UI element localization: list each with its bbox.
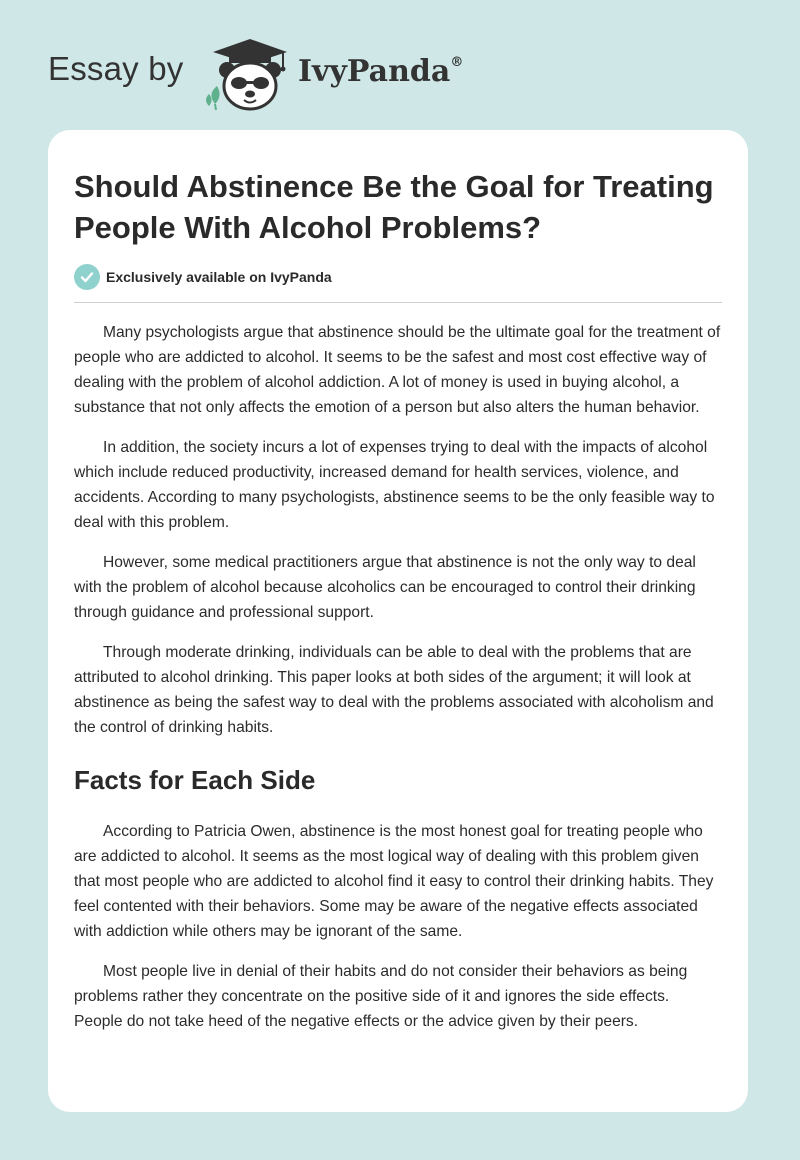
section-heading: Facts for Each Side (74, 765, 316, 795)
site-header (48, 36, 548, 112)
paragraph: Many psychologists argue that abstinence should be the ultimate goal for the treatment of people who are addicted to alcohol. It seems to be the safest and most cost effective way of dealing with the problem of alcohol addiction. A lot of money is used in buying alcohol, a substance that not only affects the emotion of a person but also alters the human behavior. (74, 324, 721, 416)
brand-prefix: Essay by (48, 50, 184, 87)
check-circle-icon (74, 264, 100, 290)
paragraph: Through moderate drinking, individuals can be able to deal with the problems that are attributed to alcohol drinking. This paper looks at both sides of the argument; it will look at abstinence as being the safest way to deal with the problems associated with alcoholism and the control of drinking habits. (74, 644, 714, 736)
panda-graduate-icon (203, 36, 291, 112)
paragraph: In addition, the society incurs a lot of expenses trying to deal with the impacts of alcohol which include reduced productivity, increased demand for health services, violence, and accidents. According to many psychologists, abstinence seems to be the only feasible way to deal with this problem. (74, 439, 715, 531)
brand-name: IvyPanda® (298, 54, 464, 89)
essay-card (48, 130, 748, 1112)
exclusive-badge (74, 264, 332, 290)
paragraph: However, some medical practitioners argue that abstinence is not the only way to deal with the problem of alcohol because alcoholics can be encouraged to control their drinking through guidance and professional support. (74, 554, 696, 621)
paragraph: Most people live in denial of their habits and do not consider their behaviors as being problems rather they concentrate on the positive side of it and ignores the side effects. People do not take heed of the negative effects or the advice given by their peers. (74, 963, 688, 1030)
badge-text: Exclusively available on IvyPanda (106, 269, 332, 285)
divider (74, 302, 722, 303)
essay-title: Should Abstinence Be the Goal for Treating People With Alcohol Problems? (74, 169, 714, 245)
paragraph: According to Patricia Owen, abstinence is the most honest goal for treating people who are addicted to alcohol. It seems as the most logical way of dealing with this problem given that most people who are addicted to alcohol find it easy to control their drinking habits. They feel contented with their behaviors. Some may be aware of the negative effects associated with addiction while others may be ignorant of the same. (74, 823, 714, 940)
essay-content (74, 320, 722, 1049)
